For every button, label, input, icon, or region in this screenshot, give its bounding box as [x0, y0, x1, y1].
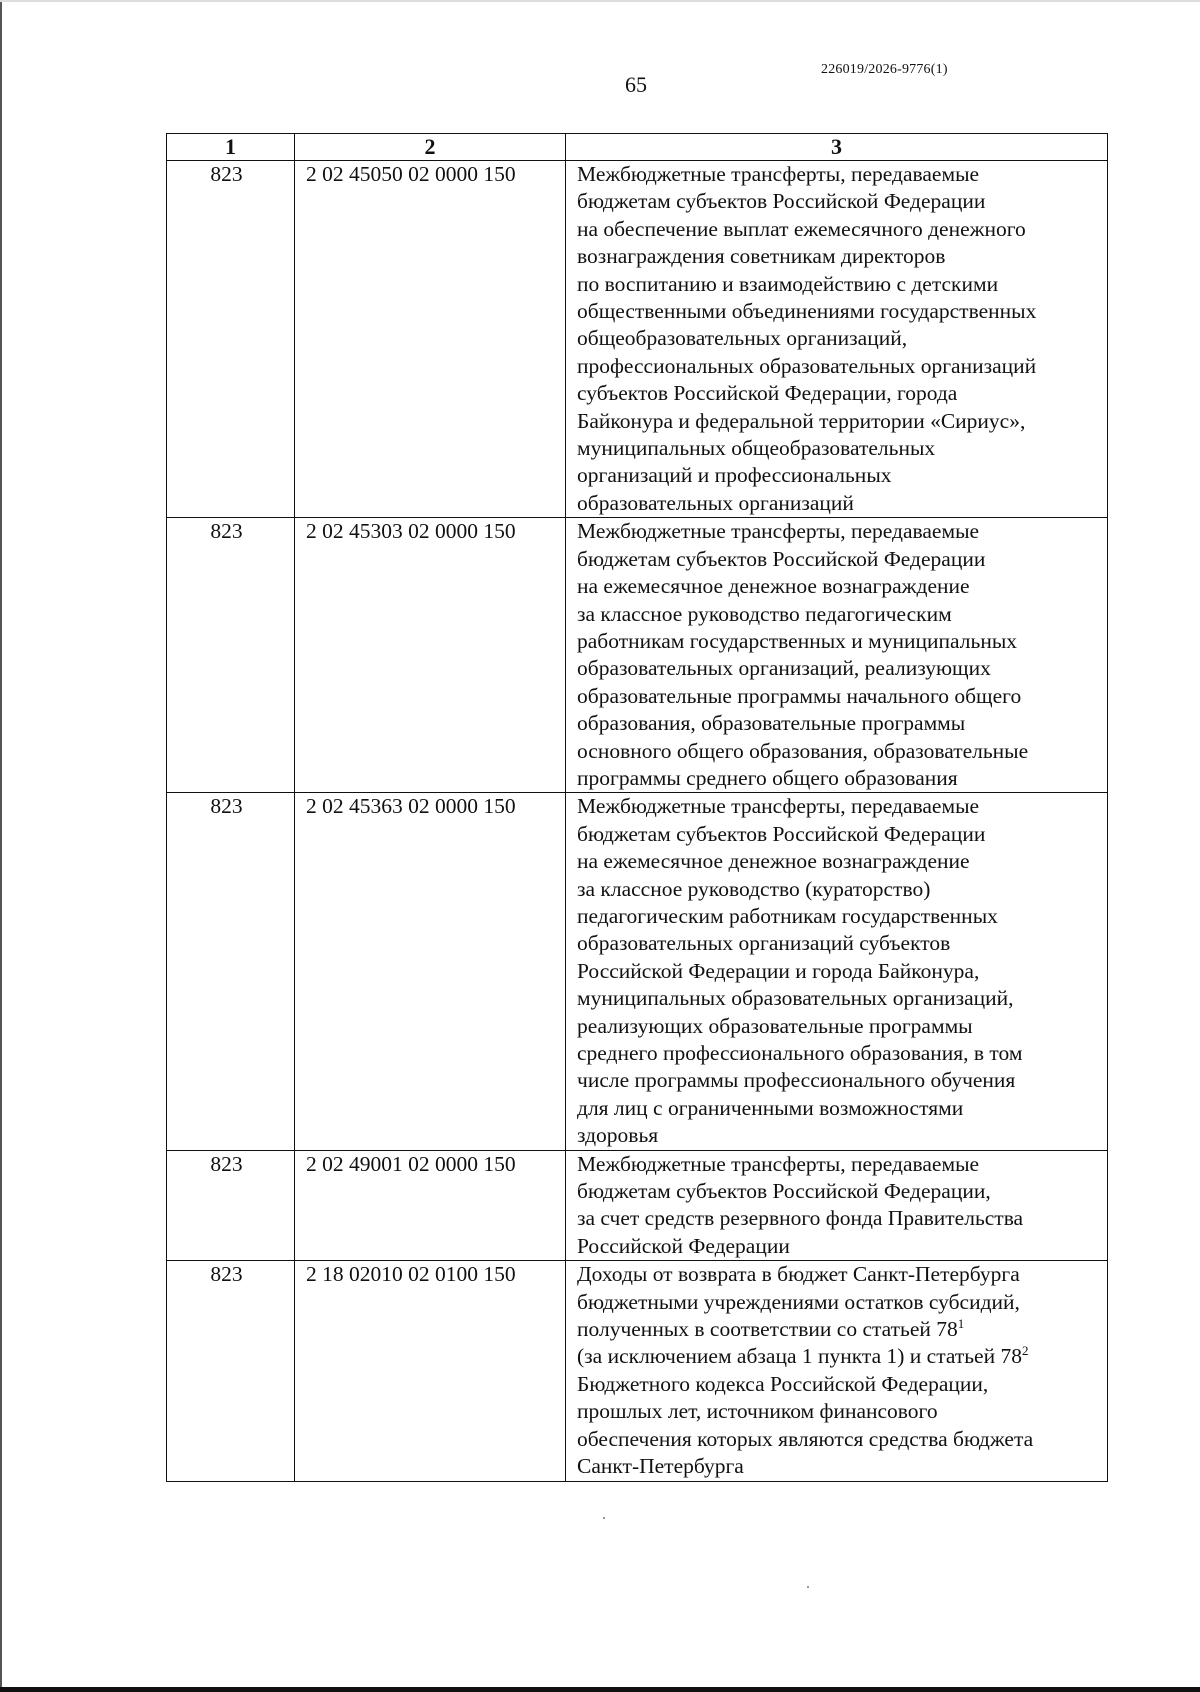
description-line: среднего профессионального образования, в том [577, 1041, 1023, 1065]
description-cell [566, 518, 1108, 793]
admin-code-cell: 823 [167, 161, 295, 518]
superscript-index: 2 [1021, 1343, 1029, 1359]
description-line: реализующих образовательные программы [577, 1013, 973, 1038]
description-line: за классное руководство (кураторство) [577, 876, 931, 901]
description-line: Межбюджетные трансферты, передаваемые [577, 519, 980, 544]
table-row [167, 1261, 1108, 1481]
budget-code-cell: 2 02 45363 02 0000 150 [295, 793, 566, 1150]
description-line-with-footnote [577, 1343, 1103, 1370]
scan-edge-left [0, 0, 2, 1692]
description-line: числе программы профессионального обучения [577, 1068, 1016, 1093]
admin-code-cell: 823 [167, 518, 295, 793]
description-line: Доходы от возврата в бюджет Санкт-Петербурга [577, 1262, 1020, 1287]
description-line-with-footnote [577, 1316, 1103, 1343]
description-line: здоровья [577, 1123, 659, 1148]
description-line: обеспечения которых являются средства бюджета [577, 1426, 1034, 1451]
budget-code-cell: 2 18 02010 02 0100 150 [295, 1261, 566, 1481]
superscript-index: 1 [957, 1316, 965, 1332]
document-registration-number: 226019/2026-9776(1) [821, 62, 948, 77]
description-line: Российской Федерации [577, 1233, 790, 1258]
description-line: работникам государственных и муниципальных [577, 628, 1018, 653]
description-line: для лиц с ограниченными возможностями [577, 1095, 964, 1120]
description-line: образовательных организаций, реализующих [577, 656, 991, 681]
table-row [167, 518, 1108, 793]
description-line: на ежемесячное денежное вознаграждение [577, 849, 970, 874]
description-line: образования, образовательные программы [577, 711, 966, 736]
header-col-2: 2 [295, 134, 566, 161]
table-row [167, 793, 1108, 1150]
description-text: (за исключением абзаца 1 пункта 1) и статьей 78 [577, 1344, 1022, 1369]
description-line: педагогическим работникам государственных [577, 903, 998, 928]
header-col-1: 1 [167, 134, 295, 161]
description-line: бюджетам субъектов Российской Федерации [577, 189, 986, 214]
budget-codes-table [166, 133, 1108, 1482]
description-line: основного общего образования, образовательные [577, 738, 1029, 763]
scan-speck [807, 1586, 809, 1588]
description-line: Бюджетного кодекса Российской Федерации, [577, 1371, 989, 1396]
scan-speck [603, 1517, 605, 1519]
description-line: за классное руководство педагогическим [577, 601, 952, 626]
description-line: Санкт-Петербурга [577, 1454, 744, 1479]
description-line: субъектов Российской Федерации, города [577, 381, 958, 406]
description-line: организаций и профессиональных [577, 463, 892, 488]
table-row [167, 1150, 1108, 1261]
header-row [167, 134, 1108, 161]
description-line: общественными объединениями государственных [577, 299, 1037, 324]
scan-edge-bottom [0, 1687, 1200, 1692]
description-line: Межбюджетные трансферты, передаваемые [577, 794, 980, 819]
budget-code-cell: 2 02 49001 02 0000 150 [295, 1150, 566, 1261]
description-cell [566, 161, 1108, 518]
description-line: муниципальных общеобразовательных [577, 436, 936, 461]
description-line: бюджетными учреждениями остатков субсидий, [577, 1289, 1020, 1314]
description-line: Межбюджетные трансферты, передаваемые [577, 1151, 980, 1176]
description-line: Байконура и федеральной территории «Сириус», [577, 408, 1026, 433]
description-line: образовательных организаций [577, 490, 854, 515]
admin-code-cell: 823 [167, 793, 295, 1150]
description-line: программы среднего общего образования [577, 765, 958, 790]
description-line: по воспитанию и взаимодействию с детскими [577, 271, 999, 296]
description-text: полученных в соответствии со статьей 78 [577, 1317, 958, 1342]
description-line: бюджетам субъектов Российской Федерации [577, 821, 986, 846]
table-header [167, 134, 1108, 161]
description-line: образовательных организаций субъектов [577, 931, 951, 956]
budget-code-cell: 2 02 45303 02 0000 150 [295, 518, 566, 793]
description-line: Межбюджетные трансферты, передаваемые [577, 162, 980, 186]
description-line: муниципальных образовательных организаций, [577, 986, 1014, 1011]
description-cell [566, 1150, 1108, 1261]
description-line: на обеспечение выплат ежемесячного денежного [577, 216, 1026, 241]
description-cell [566, 1261, 1108, 1481]
page-number: 65 [625, 72, 647, 97]
description-line: образовательные программы начального общего [577, 683, 1022, 708]
header-col-3: 3 [566, 134, 1108, 161]
description-line: прошлых лет, источником финансового [577, 1399, 938, 1424]
admin-code-cell: 823 [167, 1261, 295, 1481]
admin-code-cell: 823 [167, 1150, 295, 1261]
description-line: профессиональных образовательных организаций [577, 353, 1037, 378]
description-line: бюджетам субъектов Российской Федерации, [577, 1179, 991, 1204]
description-cell [566, 793, 1108, 1150]
description-line: общеобразовательных организаций, [577, 326, 908, 351]
description-line: бюджетам субъектов Российской Федерации [577, 546, 986, 571]
description-line: за счет средств резервного фонда Правительства [577, 1206, 1024, 1231]
description-line: на ежемесячное денежное вознаграждение [577, 574, 970, 599]
description-line: вознаграждения советникам директоров [577, 244, 946, 269]
table-body [167, 161, 1108, 1482]
budget-code-cell: 2 02 45050 02 0000 150 [295, 161, 566, 518]
table-row [167, 161, 1108, 518]
description-line: Российской Федерации и города Байконура, [577, 958, 980, 983]
scan-edge-top [0, 0, 1200, 2]
